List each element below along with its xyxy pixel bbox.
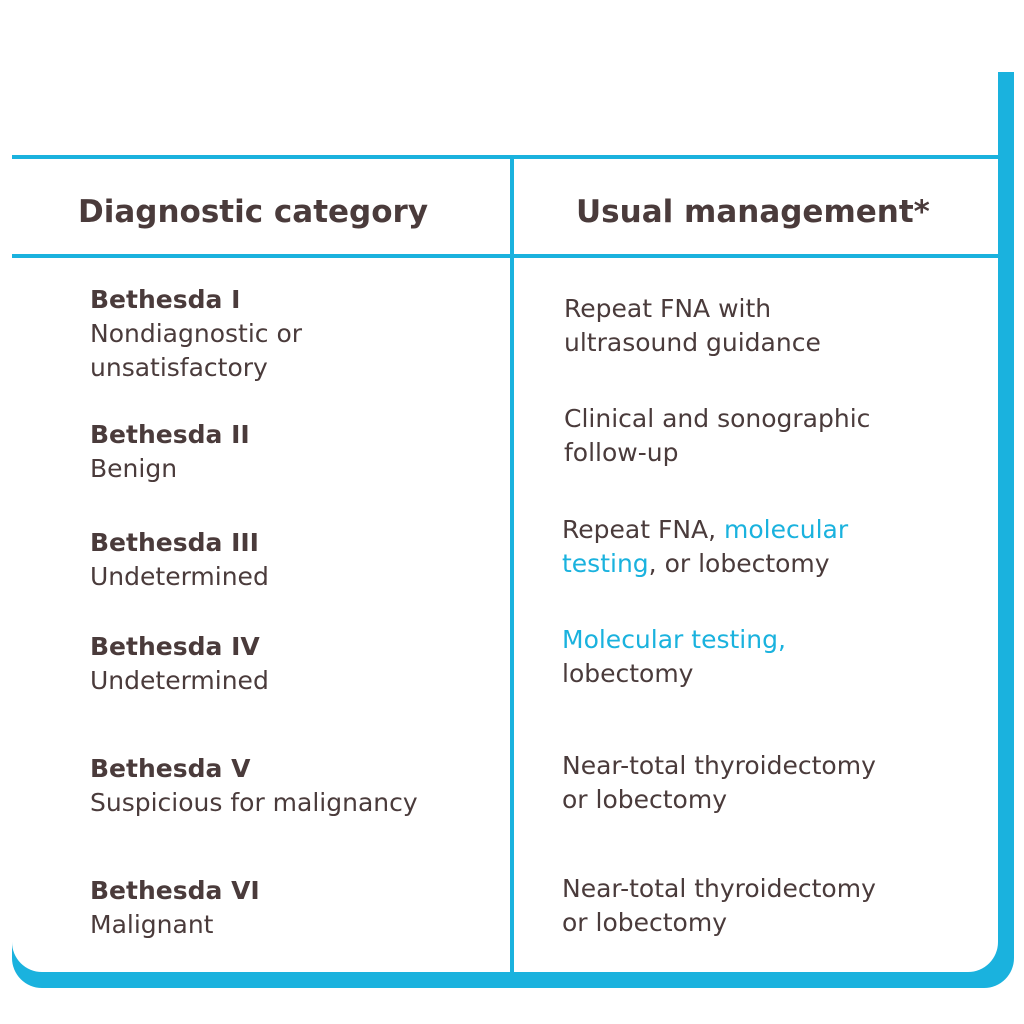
row-1-desc-line-2: unsatisfactory xyxy=(90,353,268,382)
row-4-mgmt-line-2: lobectomy xyxy=(562,659,694,688)
row-4-management xyxy=(562,623,786,691)
row-3-mgmt-link-molecular[interactable]: molecular xyxy=(724,515,849,544)
row-3-mgmt-line-1 xyxy=(562,513,848,547)
row-3-desc-line-1: Undetermined xyxy=(90,562,269,591)
row-5-mgmt-line-1: Near-total thyroidectomy xyxy=(562,751,876,780)
row-4-category xyxy=(90,630,269,698)
row-5-desc-line-1: Suspicious for malignancy xyxy=(90,788,418,817)
row-2-desc-line-1: Benign xyxy=(90,454,178,483)
row-2-mgmt-line-1: Clinical and sonographic xyxy=(564,404,871,433)
row-6-mgmt-line-1: Near-total thyroidectomy xyxy=(562,874,876,903)
row-2-name: Bethesda II xyxy=(90,420,250,449)
row-5-management xyxy=(562,749,876,817)
row-3-category xyxy=(90,526,269,594)
row-6-name: Bethesda VI xyxy=(90,876,260,905)
header-top-rule xyxy=(12,155,1002,159)
header-bottom-rule xyxy=(12,254,1002,258)
row-6-desc-line-1: Malignant xyxy=(90,910,214,939)
row-5-name: Bethesda V xyxy=(90,754,251,783)
row-6-mgmt-line-2: or lobectomy xyxy=(562,908,728,937)
header-diagnostic-category: Diagnostic category xyxy=(78,194,429,230)
row-5-category xyxy=(90,752,418,820)
row-1-desc-line-1: Nondiagnostic or xyxy=(90,319,303,348)
row-4-name: Bethesda IV xyxy=(90,632,260,661)
row-3-management xyxy=(562,513,848,581)
row-1-mgmt-line-2: ultrasound guidance xyxy=(564,328,821,357)
row-5-mgmt-line-2: or lobectomy xyxy=(562,785,728,814)
row-1-name: Bethesda I xyxy=(90,285,241,314)
row-3-mgmt-link-testing[interactable]: testing xyxy=(562,549,649,578)
row-6-management xyxy=(562,872,876,940)
row-4-desc-line-1: Undetermined xyxy=(90,666,269,695)
row-1-mgmt-line-1: Repeat FNA with xyxy=(564,294,772,323)
column-divider xyxy=(510,155,514,972)
row-3-mgmt-line-2 xyxy=(562,547,848,581)
row-4-mgmt-link-molecular-testing[interactable]: Molecular testing, xyxy=(562,625,786,654)
row-3-mgmt-text-1: Repeat FNA, xyxy=(562,515,725,544)
row-2-management xyxy=(564,402,870,470)
row-3-mgmt-text-2: , or lobectomy xyxy=(648,549,830,578)
row-1-category xyxy=(90,283,302,385)
row-2-category xyxy=(90,418,250,486)
row-2-mgmt-line-2: follow-up xyxy=(564,438,679,467)
row-1-management xyxy=(564,292,821,360)
row-3-name: Bethesda III xyxy=(90,528,259,557)
row-6-category xyxy=(90,874,260,942)
header-usual-management: Usual management* xyxy=(576,194,930,230)
